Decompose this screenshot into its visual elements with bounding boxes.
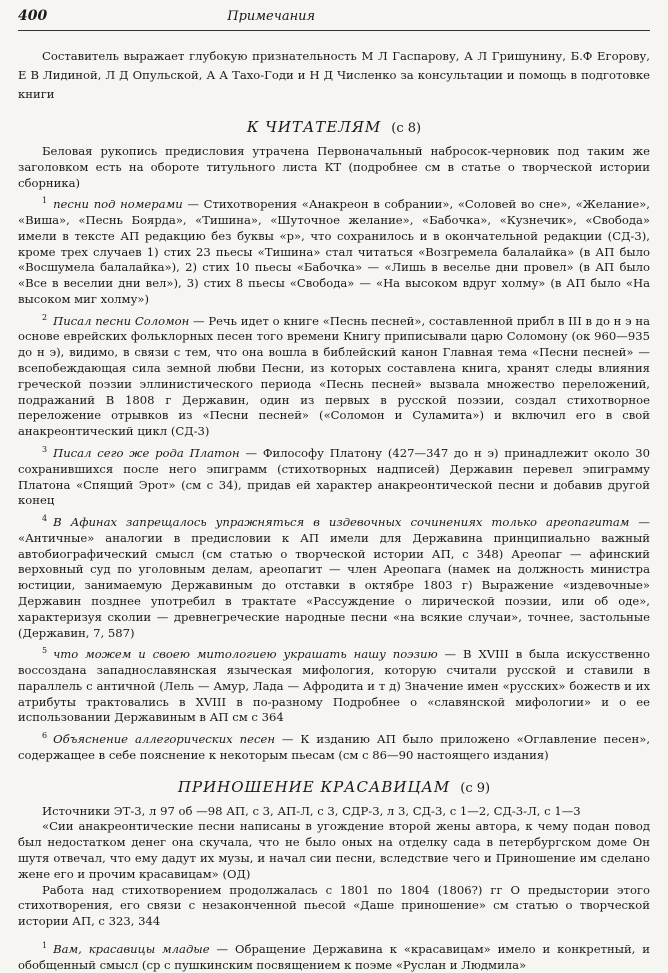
acknowledgement: Составитель выражает глубокую признательность М Л Гаспарову, А Л Гришунину, Б.Ф Егорову, Е В Лидиной, Л Д Опульской, А А Тахо-Годи и Н Д Численко за консультации и помощь в подготовке книги [18, 49, 650, 101]
sources-paragraph: Источники ЭТ-3, л 97 об —98 АП, с 3, АП-Л, с 3, СДР-3, л 3, СД-3, с 1—2, СД-3-Л, с 1—3 [42, 803, 581, 818]
note-lemma: песни под номерами [53, 197, 183, 212]
note-number: 1 [42, 196, 48, 206]
section-title-text: ПРИНОШЕНИЕ КРАСАВИЦАМ [177, 777, 451, 796]
note-text: — К изданию АП было приложено «Оглавление песен», содержащее в себе пояснение к некоторым пьесам (см с 86—90 настоящего издания) [18, 732, 650, 762]
page [18, 8, 650, 973]
note [18, 728, 650, 763]
note-text: — Речь идет о книге «Песнь песней», составленной прибл в III в до н э на основе еврейских фольклорных песен того времени Книгу приписывали царю Соломону (ок 960—935 до н э), видимо, в связи с тем, что она вошла в библейский канон Главная тема «Песни песней» — всепобеждающая сила земной любви Песни, из которых составлена книга, хранят следы влияния греческой поэзии эллинистического периода «Песнь песней» вызвала множество переложений, подражаний В 1808 г Державин, один из первых в русской поэзии, создал стихотворное переложение отрывков из «Песни песней» («Соломон и Суламита») и включил его в свой анакреонтический цикл (СД-3) [18, 313, 650, 439]
page-header [18, 8, 650, 31]
section-title-readers [18, 118, 650, 136]
note-lemma: что можем и своею митологиею украшать нашу поэзию [53, 647, 438, 662]
note [18, 938, 650, 973]
section-intro: Беловая рукопись предисловия утрачена Первоначальный набросок-черновик под таким же заголовком есть на обороте титульного листа КТ (подробнее см в статье о творческой истории сборника) [18, 144, 650, 190]
history-paragraph: Работа над стихотворением продолжалась с 1801 по 1804 (1806?) гг О предыстории этого стихотворения, его связи с незаконченной пьесой «Даше приношение» см статью о творческой истории АП, с 323, 344 [18, 882, 650, 929]
note-number: 6 [42, 731, 48, 741]
section-title-offering [18, 778, 650, 796]
note-number: 2 [42, 312, 48, 322]
note [18, 193, 650, 307]
page-number: 400 [18, 8, 48, 24]
note-lemma: Объяснение аллегорических песен [53, 732, 275, 747]
note [18, 511, 650, 641]
note-text: — В XVIII в была искусственно воссоздана западнославянская языческая мифология, которую считали русской и ставили в параллель с античной (Лель — Амур, Лада — Афродита и т д) Значение имен «русских» божеств и их атрибуты трактовались в XVIII в по-разному Подробнее о «славянской мифологии» и о ее использовании Державиным в АП см с 364 [18, 647, 650, 725]
note-text: — «Античные» аналогии в предисловии к АП имели для Державина принципиально важный автобиографический смысл (см статью о творческой истории АП, с 348) Ареопаг — афинский верховный суд по уголовным делам, ареопагит — член Ареопага (намек на должность министра юстиции, занимаемую Державиным до отставки в октябре 1803 г) Выражение «издевочные» Державин позднее употребил в трактате «Рассуждение о лирической поэзии, или об оде», характеризуя сколии — древнегреческие народные песни «на всякие случаи», точнее, застольные (Державин, 7, 587) [18, 514, 650, 640]
section-title-text: К ЧИТАТЕЛЯМ [246, 118, 382, 136]
note-number: 3 [42, 445, 48, 455]
note-text: — Стихотворения «Анакреон в собрании», «Соловей во сне», «Желание», «Виша», «Песнь Боярда», «Тишина», «Шуточное желание», «Бабочка», «Кузнечик», «Свобода» имели в тексте АП редакцию без буквы «р», что сохранилось и в окончательной редакции (СД-3), кроме трех случаев 1) стих 23 пьесы «Тишина» стал читаться «Возгремела балалайка» (в АП было «Восшумела балалайка»), 2) стих 10 пьесы «Бабочка» — «Лишь в веселье дни провел» (в АП было «Все в веселии дни вел»), 3) стих 8 пьесы «Свобода» — «На высоком вдруг холму» (в АП было «На высоком миг холму») [18, 197, 650, 307]
note-lemma: Вам, красавицы младые [53, 941, 210, 956]
section-page-ref: (с 8) [391, 121, 422, 136]
running-title: Примечания [227, 9, 316, 24]
note-text: — Обращение Державина к «красавицам» имело и конкретный, и обобщенный смысл (ср с пушкинским посвящением к поэме «Руслан и Людмила» [18, 941, 650, 972]
note-number: 4 [42, 514, 48, 524]
note-number: 5 [42, 646, 48, 656]
notes-list-readers [18, 193, 650, 763]
note-lemma: Писал песни Соломон [53, 313, 190, 328]
quote-paragraph: «Сии анакреонтические песни написаны в угождение второй жены автора, к чему подан повод был недостатком денег она скучала, что не было оных на отделку сада в петербургском доме Он шутя отвечал, что ему дадут их музы, и начал сии песни, вследствие чего и Приношение им сделано жене его и прочим красавицам» (ОД) [18, 819, 650, 881]
note [18, 442, 650, 509]
note-number: 1 [42, 941, 48, 951]
note-lemma: Писал сего же рода Платон [53, 445, 240, 460]
spacer [18, 930, 650, 936]
note [18, 310, 650, 440]
note-text: — Философу Платону (427—347 до н э) принадлежит около 30 сохранившихся после него эпиграмм (стихотворных надписей) Державин перевел эпиграмму Платона «Спящий Эрот» (см с 34), придав ей характер анакреонтической песни и добавив другой конец [18, 445, 650, 508]
note [18, 643, 650, 726]
note-lemma: В Афинах запрещалось упражняться в издевочных сочинениях только ареопагитам [53, 514, 630, 529]
section-page-ref: (с 9) [460, 780, 491, 796]
